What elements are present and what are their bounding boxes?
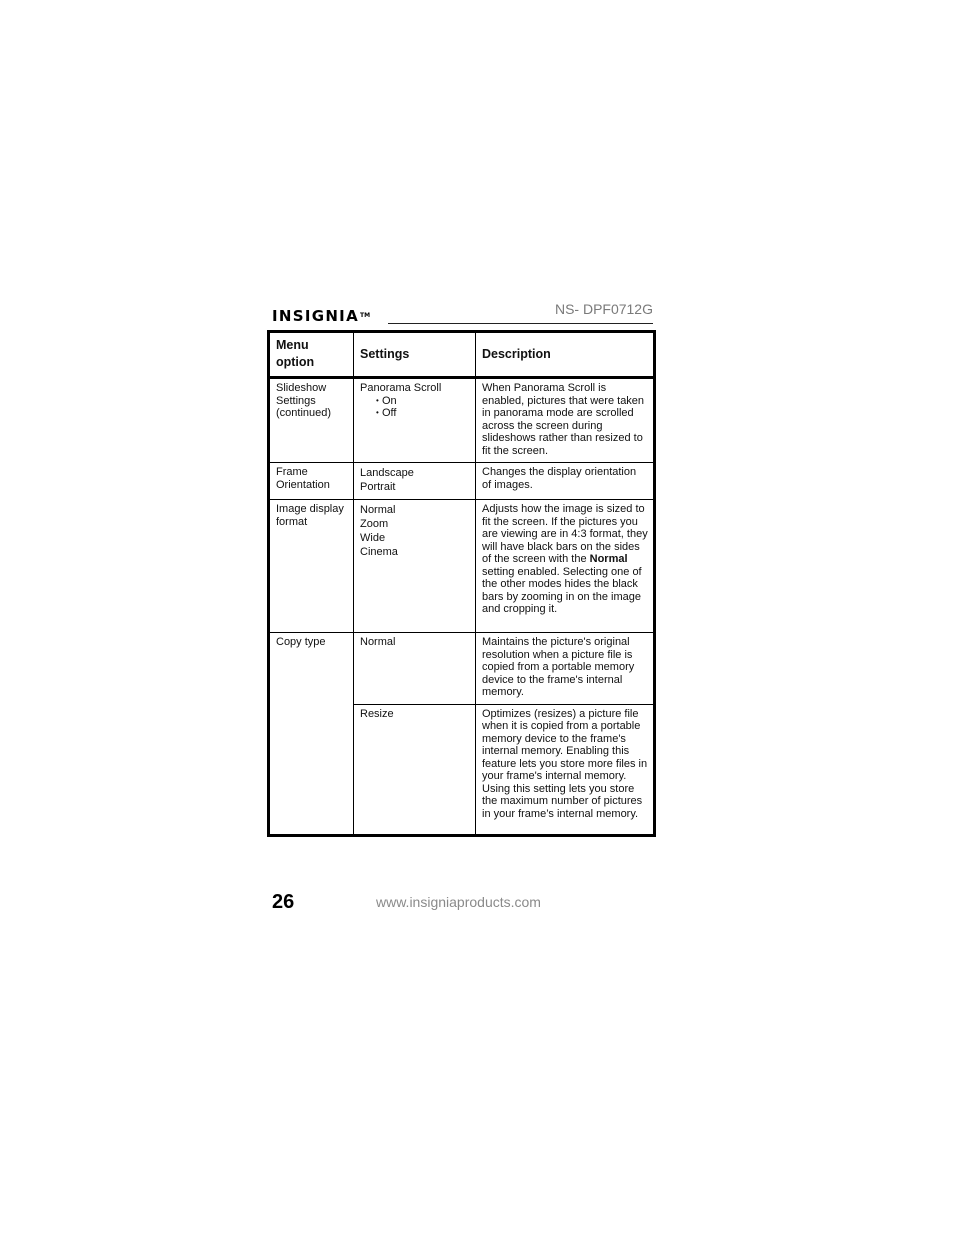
description-cell-display-format — [476, 500, 655, 633]
setting-landscape: Landscape — [360, 467, 414, 479]
insignia-logo — [272, 306, 370, 326]
menu-cell-display-format: Image display format — [269, 500, 354, 633]
menu-options-table — [267, 330, 656, 837]
description-cell-copy-resize: Optimizes (resizes) a picture file when it is copied from a portable memory device to the frame's internal memory. Enabling this feature lets you store more files in your frame's internal memory. Using this setting lets you store the maximum number of pictures in your frame’s internal memory. — [476, 704, 655, 835]
setting-panorama-scroll: Panorama Scroll — [360, 382, 442, 394]
description-display-bold: Normal — [589, 553, 628, 565]
logo-text: INSIGNIA — [272, 307, 359, 325]
header-description: Description — [476, 332, 655, 378]
setting-portrait: Portrait — [360, 481, 396, 493]
header-rule — [388, 323, 653, 324]
description-cell-copy-normal: Maintains the picture's original resolution when a picture file is copied from a portable memory device to the frame's internal memory. — [476, 633, 655, 705]
menu-cell-orientation: Frame Orientation — [269, 463, 354, 500]
description-cell-orientation: Changes the display orientation of images. — [476, 463, 655, 500]
setting-wide: Wide — [360, 532, 386, 544]
table-row-slideshow — [269, 378, 655, 463]
setting-cinema: Cinema — [360, 546, 398, 558]
setting-normal: Normal — [360, 504, 396, 516]
setting-zoom: Zoom — [360, 518, 389, 530]
menu-cell-slideshow: Slideshow Settings (continued) — [269, 378, 354, 463]
settings-cell-slideshow — [354, 378, 476, 463]
menu-cell-copy-type: Copy type — [269, 633, 354, 836]
settings-cell-copy-resize: Resize — [354, 704, 476, 835]
table-row-orientation — [269, 463, 655, 500]
description-display-post: setting enabled. Selecting one of the other modes hides the black bars by zooming in on the image and cropping it. — [482, 565, 642, 615]
setting-on: • On — [360, 395, 470, 408]
setting-off: • Off — [360, 407, 470, 420]
settings-cell-orientation — [354, 463, 476, 500]
settings-cell-copy-normal: Normal — [354, 633, 476, 705]
description-display-pre: Adjusts how the image is sized to fit the screen. If the pictures you are viewing are in 4:3 format, they will have black bars on the sides of the screen with the — [482, 503, 648, 565]
table-header-row — [269, 332, 655, 378]
description-cell-slideshow: When Panorama Scroll is enabled, pictures that were taken in panorama mode are scrolled across the screen during slideshows rather than resized to fit the screen. — [476, 378, 655, 463]
table-row-display-format — [269, 500, 655, 633]
table-row-copy-normal — [269, 633, 655, 705]
settings-cell-display-format — [354, 500, 476, 633]
header-settings: Settings — [354, 332, 476, 378]
page-number: 26 — [272, 891, 295, 913]
website-url: www.insigniaproducts.com — [376, 894, 541, 910]
model-number: NS- DPF0712G — [554, 301, 653, 317]
logo-trademark: TM — [359, 312, 371, 319]
header-menu-option: Menu option — [269, 332, 354, 378]
